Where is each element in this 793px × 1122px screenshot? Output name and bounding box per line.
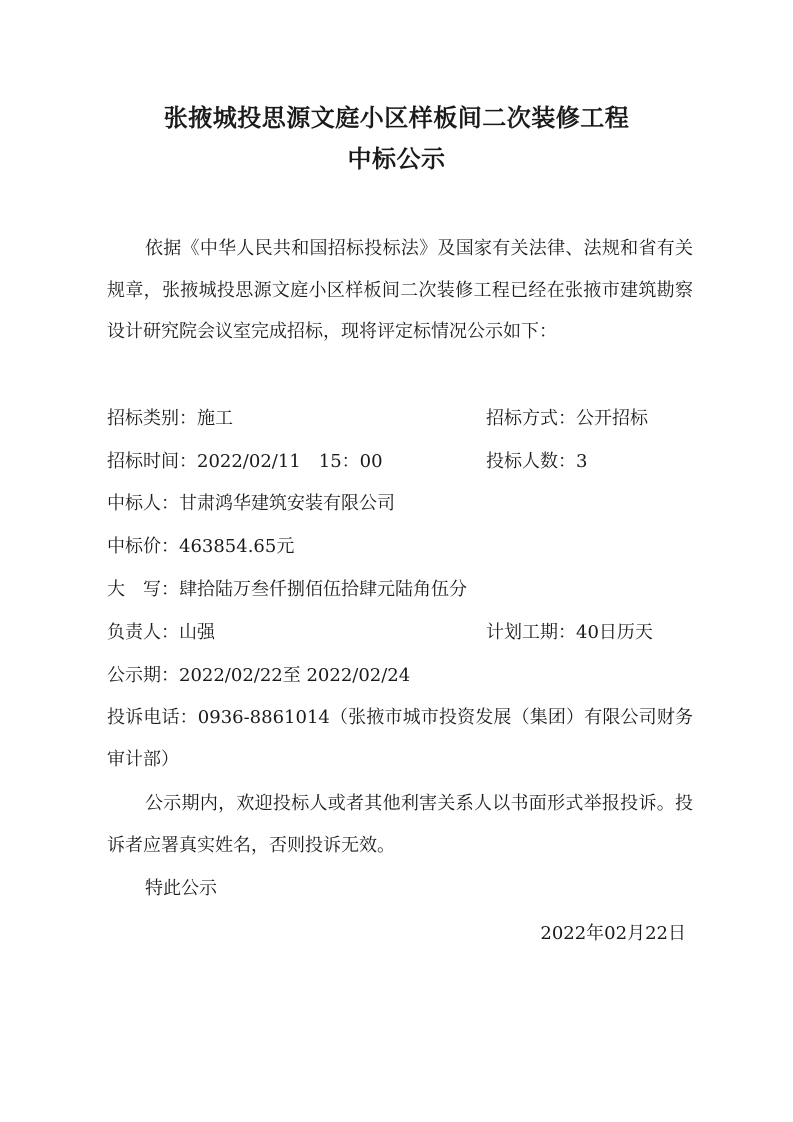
closing-text: 特此公示 — [145, 878, 217, 899]
field-price-upper: 大 写：肆拾陆万叁仟捌佰伍拾肆元陆角伍分 — [107, 579, 467, 600]
field-method: 招标方式：公开招标 — [486, 408, 648, 429]
field-period: 公示期：2022/02/22至 2022/02/24 — [107, 665, 411, 686]
field-duration: 计划工期：40日历天 — [486, 622, 653, 643]
document-subtitle: 中标公示 — [347, 145, 446, 173]
field-price: 中标价：463854.65元 — [107, 536, 295, 557]
field-winner: 中标人：甘肃鸿华建筑安装有限公司 — [107, 493, 395, 514]
intro-paragraph: 依据《中华人民共和国招标投标法》及国家有关法律、法规和省有关规章，张掖城投思源文庭小区样板间二次装修工程已经在张掖市建筑勘察设计研究院会议室完成招标，现将评定标情况公示如下： — [107, 238, 693, 342]
notice-paragraph: 公示期内，欢迎投标人或者其他利害关系人以书面形式举报投诉。投诉者应署真实姓名，否则投诉无效。 — [107, 793, 693, 856]
document-date: 2022年02月22日 — [540, 923, 686, 944]
document-title: 张掖城投思源文庭小区样板间二次装修工程 — [163, 104, 630, 132]
field-complaint: 投诉电话：0936-8861014（张掖市城市投资发展（集团）有限公司财务审计部） — [107, 707, 693, 770]
field-category: 招标类别：施工 — [107, 408, 233, 429]
field-manager: 负责人：山强 — [107, 622, 215, 643]
field-bidders: 投标人数：3 — [486, 451, 588, 472]
field-time: 招标时间：2022/02/11 15：00 — [107, 451, 383, 472]
